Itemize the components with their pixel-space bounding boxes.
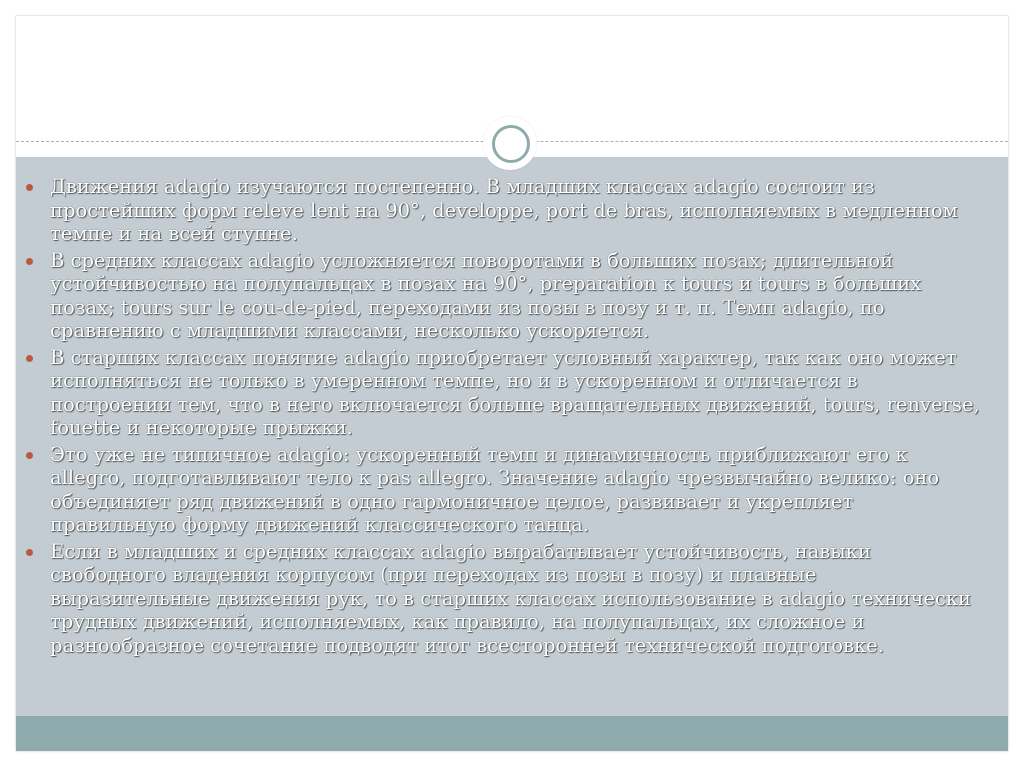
bullet-text: Это уже не типичное adagio: ускоренный темп и динамичность приближают его к allegro, подготавливают тело к pas allegro. Значение adagio чрезвычайно велико: оно объединяет ряд движений в одно гармоничное целое, развивает и укрепляет правильную форму движений классического танца. — [50, 442, 940, 536]
bullet-item — [22, 249, 982, 343]
bullet-text: В средних классах adagio усложняется поворотами в больших позах; длительной устойчивостью на полупальцах в позах на 90°, preparation к tours и tours в больших позах; tours sur le cou-de-pied, переходами из позы в позу и т. п. Темп adagio, по сравнению с младшими классами, несколько ускоряется. — [50, 248, 922, 342]
footer-band — [16, 716, 1008, 751]
bullet-item — [22, 346, 982, 440]
bullet-text: Если в младших и средних классах adagio вырабатывает устойчивость, навыки свободного владения корпусом (при переходах из позы в позу) и плавные выразительные движения рук, то в старших классах использование в adagio технически трудных движений, исполняемых, как правило, на полупальцах, их сложное и разнообразное сочетание подводят итог всесторонней технической подготовке. — [50, 539, 972, 657]
bullet-marker-icon — [26, 258, 33, 265]
bullet-item — [22, 540, 982, 658]
bullet-text: В старших классах понятие adagio приобретает условный характер, так как оно может исполняться не только в умеренном темпе, но и в ускоренном и отличается в построении тем, что в него включается больше вращательных движений, tours, renverse, fouette и некоторые прыжки. — [50, 345, 980, 439]
circle-ornament-icon — [483, 116, 537, 170]
bullet-marker-icon — [26, 452, 33, 459]
bullet-list — [22, 175, 982, 660]
bullet-text: Движения adagio изучаются постепенно. В младших классах adagio состоит из простейших форм releve lent на 90°, developpe, port de bras, исполняемых в медленном темпе и на всей ступне. — [50, 175, 958, 245]
bullet-marker-icon — [26, 355, 33, 362]
bullet-item — [22, 175, 982, 246]
bullet-marker-icon — [26, 184, 33, 191]
bullet-item — [22, 443, 982, 537]
bullet-marker-icon — [26, 549, 33, 556]
